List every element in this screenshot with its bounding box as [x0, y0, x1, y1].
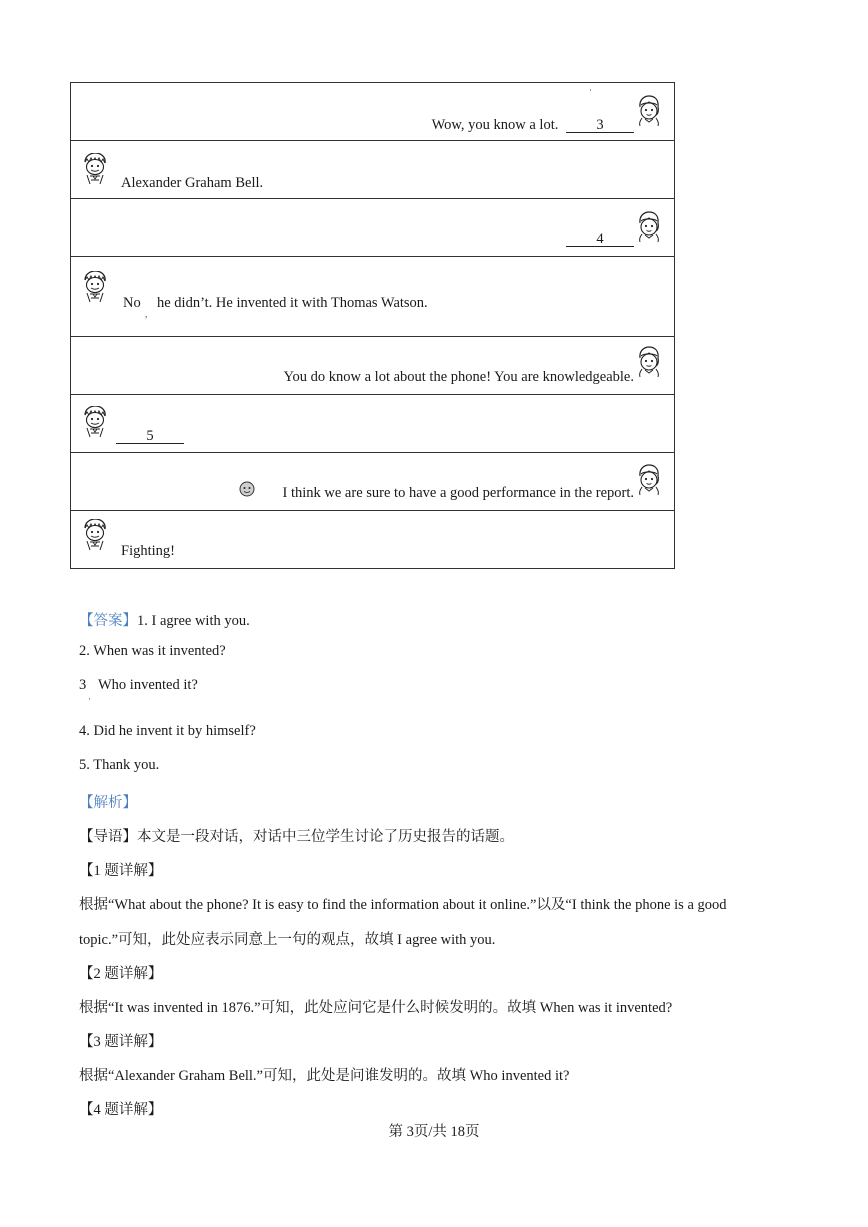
dialog-line: I think we are sure to have a good performance in the report. — [282, 485, 634, 501]
analysis-label: 【解析】 — [79, 795, 137, 811]
dialog-row-5 — [71, 337, 675, 395]
dialog-line: Alexander Graham Bell. — [121, 175, 264, 191]
dialog-row-3 — [71, 199, 675, 257]
girl-avatar-icon — [636, 346, 662, 378]
boy-avatar-icon — [82, 153, 108, 185]
q2-line-1: 根据“It was invented in 1876.”可知，此处应问它是什么时候发明的。故填 When was it invented? — [79, 1000, 673, 1016]
q3-line-1: 根据“Alexander Graham Bell.”可知，此处是问谁发明的。故填 Who invented it? — [79, 1068, 570, 1084]
answer-line-3: Who invented it? — [98, 677, 198, 693]
girl-avatar-icon — [636, 95, 662, 127]
boy-avatar-icon — [82, 519, 108, 551]
q1-line-1: 根据“What about the phone? It is easy to find the information about it online.”以及“I think the phone is a good — [79, 897, 727, 913]
dialog-row-4 — [71, 257, 675, 337]
small-face-icon — [239, 481, 255, 497]
page-footer: 第 3页/共 18页 — [388, 1124, 480, 1140]
speck: · — [589, 85, 592, 95]
answer-line-5: 5. Thank you. — [79, 757, 160, 773]
answer-blank-4: 4 — [566, 232, 634, 247]
dialog-row-6 — [71, 395, 675, 453]
q3-title: 【3 题详解】 — [79, 1034, 163, 1050]
dialog-table — [70, 82, 675, 569]
dialog-line-no: No — [123, 295, 141, 311]
dialog-row-7 — [71, 453, 675, 511]
answer-line-4: 4. Did he invent it by himself? — [79, 723, 256, 739]
girl-avatar-icon — [636, 211, 662, 243]
dialog-row-2 — [71, 141, 675, 199]
boy-avatar-icon — [82, 271, 108, 303]
boy-avatar-icon — [82, 406, 108, 438]
dialog-line — [116, 428, 184, 445]
q1-title: 【1 题详解】 — [79, 863, 163, 879]
guide-text: 【导语】本文是一段对话，对话中三位学生讨论了历史报告的话题。 — [79, 829, 514, 845]
answer-blank-5: 5 — [116, 429, 184, 444]
dialog-row-8 — [71, 511, 675, 569]
answer-line-3-number: 3 — [79, 677, 87, 693]
dialog-line: Wow, you know a lot. 3 — [432, 117, 634, 134]
answer-line-1: 【答案】1. I agree with you. — [79, 613, 250, 629]
q2-title: 【2 题详解】 — [79, 966, 163, 982]
answer-blank-3: 3 — [566, 118, 634, 133]
dialog-row-1 — [71, 83, 675, 141]
dialog-line: he didn’t. He invented it with Thomas Watson. — [157, 295, 428, 311]
stray-dot: · — [88, 694, 91, 704]
dialog-line: You do know a lot about the phone! You are knowledgeable. — [283, 369, 634, 385]
dialog-line — [566, 231, 634, 248]
q4-title: 【4 题详解】 — [79, 1102, 163, 1118]
dialog-line: Fighting! — [121, 543, 175, 559]
answer-line-2: 2. When was it invented? — [79, 643, 226, 659]
q1-line-2: topic.”可知，此处应表示同意上一句的观点，故填 I agree with you. — [79, 932, 496, 948]
answer-label: 【答案】 — [79, 613, 137, 629]
stray-comma: , — [145, 309, 148, 319]
girl-avatar-icon — [636, 464, 662, 496]
